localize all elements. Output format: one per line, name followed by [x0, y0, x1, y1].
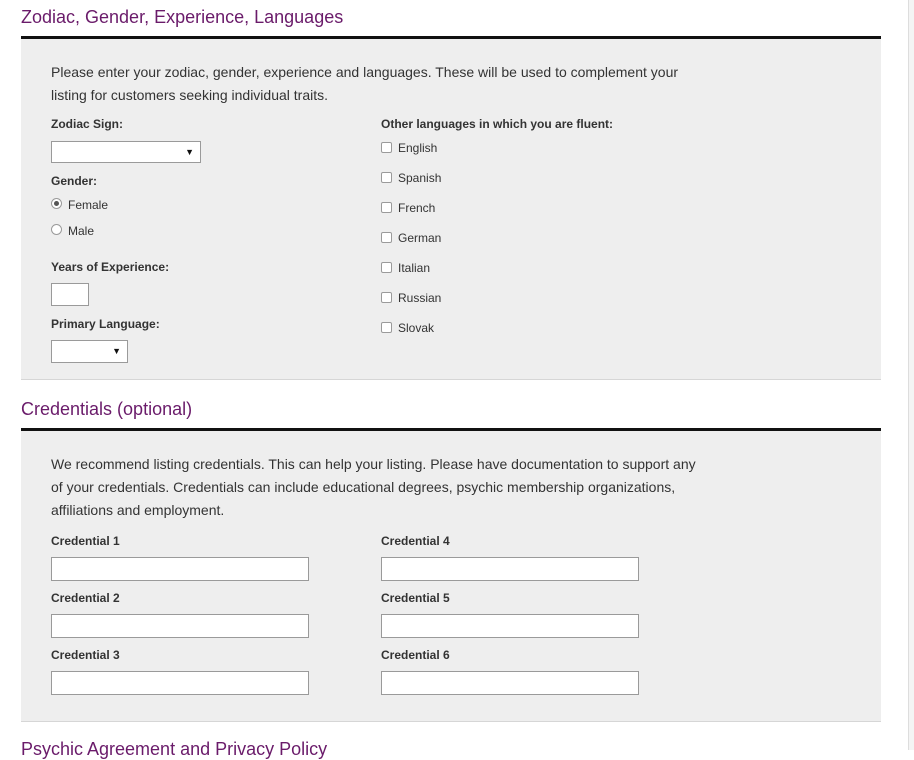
- checkbox[interactable]: [381, 262, 392, 273]
- credential-2-input[interactable]: [51, 614, 309, 638]
- credential-3-label: Credential 3: [51, 648, 120, 662]
- credential-2-label: Credential 2: [51, 591, 120, 605]
- credential-5-input[interactable]: [381, 614, 639, 638]
- checkbox-label: Russian: [398, 291, 442, 305]
- other-languages-label: Other languages in which you are fluent:: [381, 117, 614, 131]
- section-title-credentials: Credentials (optional): [21, 399, 193, 419]
- primary-language-label: Primary Language:: [51, 317, 160, 331]
- credential-1-input[interactable]: [51, 557, 309, 581]
- checkbox-label: French: [398, 201, 436, 215]
- section-intro: Please enter your zodiac, gender, experience and languages. These will be used to complement your listing for customers seeking individual traits.: [51, 64, 679, 103]
- panel-zodiac-gender: [21, 36, 881, 380]
- checkbox[interactable]: [381, 202, 392, 213]
- chevron-down-icon: ▼: [185, 147, 194, 157]
- checkbox-label: Slovak: [398, 321, 435, 335]
- radio-checked[interactable]: [51, 198, 62, 209]
- credential-6-input[interactable]: [381, 671, 639, 695]
- experience-label: Years of Experience:: [51, 260, 170, 274]
- scrollbar[interactable]: [908, 0, 914, 750]
- chevron-down-icon: ▼: [112, 346, 121, 356]
- section-intro: We recommend listing credentials. This can help your listing. Please have documentation to support any of your credentials. Credentials can include educational degrees, psychic membership organizations, affiliations and employment.: [51, 456, 696, 518]
- radio-label: Male: [68, 224, 95, 238]
- checkbox[interactable]: [381, 292, 392, 303]
- primary-language-select[interactable]: [51, 340, 128, 363]
- radio-label: Female: [68, 198, 109, 212]
- checkbox-label: English: [398, 141, 438, 155]
- gender-label: Gender:: [51, 174, 98, 188]
- zodiac-sign-label: Zodiac Sign:: [51, 117, 123, 131]
- checkbox[interactable]: [381, 172, 392, 183]
- section-title-zodiac: Zodiac, Gender, Experience, Languages: [21, 7, 344, 27]
- radio-unchecked[interactable]: [51, 224, 62, 235]
- credential-1-label: Credential 1: [51, 534, 120, 548]
- experience-input[interactable]: [51, 283, 89, 306]
- checkbox[interactable]: [381, 322, 392, 333]
- checkbox[interactable]: [381, 142, 392, 153]
- credential-4-input[interactable]: [381, 557, 639, 581]
- panel-credentials: [21, 428, 881, 722]
- checkbox-label: German: [398, 231, 442, 245]
- credential-6-label: Credential 6: [381, 648, 450, 662]
- section-title-agreement: Psychic Agreement and Privacy Policy: [21, 739, 328, 759]
- checkbox-label: Italian: [398, 261, 431, 275]
- credential-5-label: Credential 5: [381, 591, 450, 605]
- credential-3-input[interactable]: [51, 671, 309, 695]
- checkbox[interactable]: [381, 232, 392, 243]
- zodiac-sign-select[interactable]: [51, 141, 201, 163]
- checkbox-label: Spanish: [398, 171, 442, 185]
- credential-4-label: Credential 4: [381, 534, 450, 548]
